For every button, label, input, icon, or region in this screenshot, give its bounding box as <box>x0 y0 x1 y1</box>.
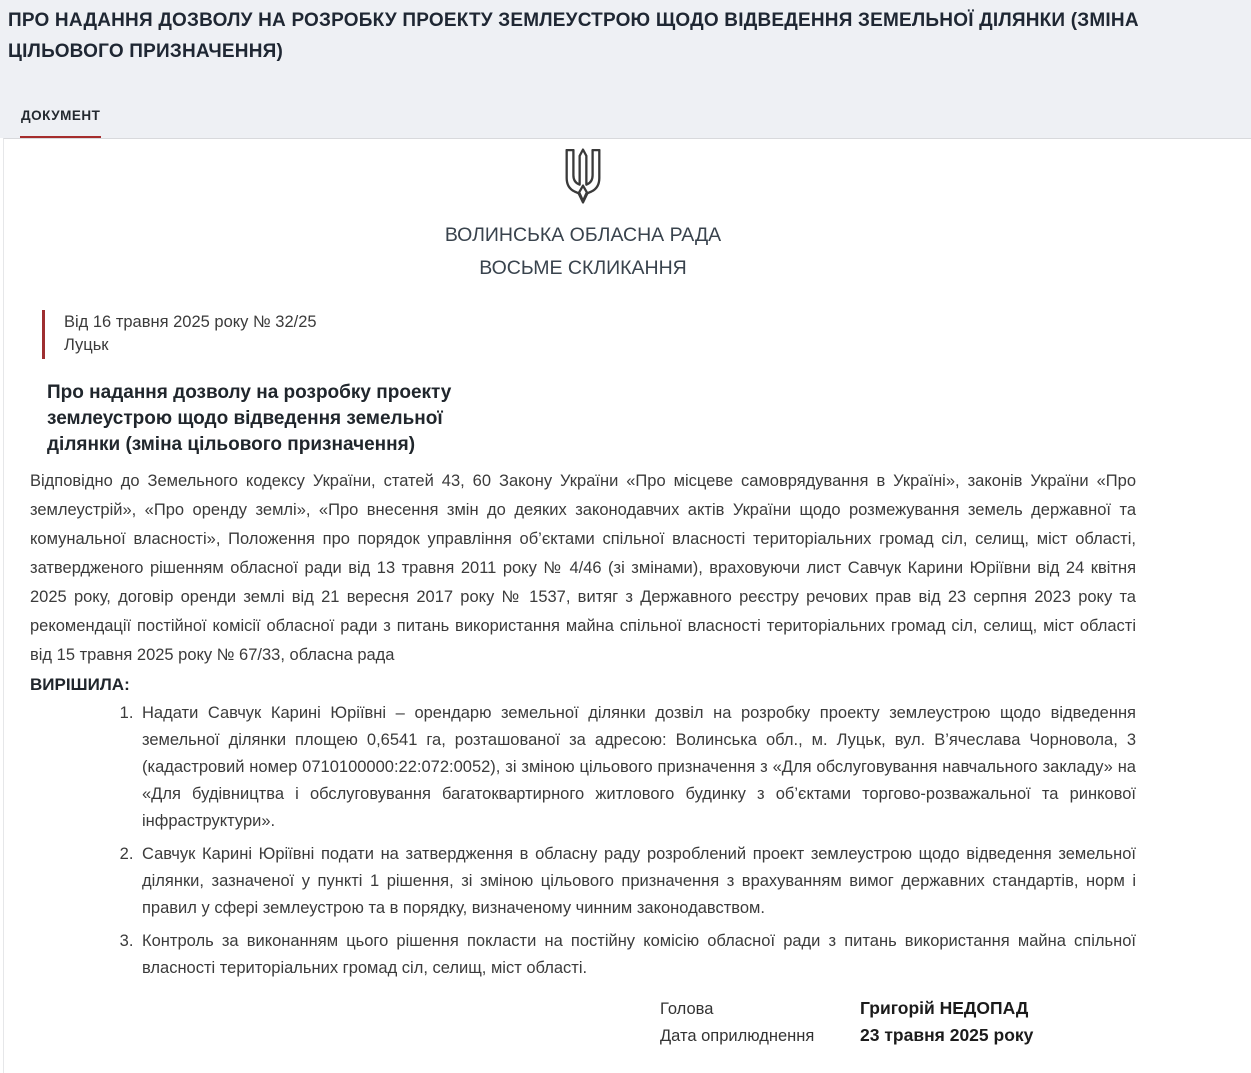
resolved-label: ВИРІШИЛА: <box>30 675 130 694</box>
decision-item-2: 2. Савчук Карині Юріївні подати на затвердження в обласну раду розроблений проект землеустрою щодо відведення земельної ділянки, зазначеної у пункті 1 рішення, зі зміною цільового призначення з врахуванням вимог державних стандартів, норм і правил у сфері землеустрою та в порядку, визначеному чинним законодавством. <box>138 841 1136 922</box>
tab-bar <box>8 107 1241 138</box>
convocation-name: ВОСЬМЕ СКЛИКАННЯ <box>479 257 687 279</box>
tab-document[interactable]: ДОКУМЕНТ <box>20 108 101 138</box>
publish-date-value: 23 травня 2025 року <box>860 1025 1034 1045</box>
decision-item-3: 3. Контроль за виконанням цього рішення покласти на постійну комісію обласної ради з питань використання майна спільної власності територіальних громад сіл, селищ, міст області. <box>138 928 1136 982</box>
page-header <box>0 0 1251 138</box>
head-label: Голова <box>660 1000 714 1018</box>
head-name: Григорій НЕДОПАД <box>860 998 1029 1018</box>
decision-subject: Про надання дозволу на розробку проекту землеустрою щодо відведення земельної ділянки (зміна цільового призначення) <box>47 382 452 455</box>
ukraine-trident-icon <box>559 193 607 210</box>
document-panel <box>3 138 1251 1073</box>
signature-row-publish-date <box>660 1022 1136 1049</box>
decision-date-block <box>42 310 1136 359</box>
page-title: ПРО НАДАННЯ ДОЗВОЛУ НА РОЗРОБКУ ПРОЕКТУ ЗЕМЛЕУСТРОЮ ЩОДО ВІДВЕДЕННЯ ЗЕМЕЛЬНОЇ ДІЛЯНКИ (ЗМІНА ЦІЛЬОВОГО ПРИЗНАЧЕННЯ) <box>8 10 1139 62</box>
signature-row-head <box>660 995 1136 1022</box>
decision-items-list <box>30 700 1136 982</box>
decision-date-number: Від 16 травня 2025 року № 32/25 <box>64 313 317 331</box>
signature-block <box>660 995 1136 1049</box>
emblem-container <box>30 148 1136 208</box>
preamble-text: Відповідно до Земельного кодексу України, статей 43, 60 Закону України «Про місцеве самоврядування в Україні», законів України «Про землеустрій», «Про оренду землі», «Про внесення змін до деяких законодавчих актів України щодо розмежування земель державної та комунальної власності», Положення про порядок управління об’єктами спільної власності територіальних громад сіл, селищ, міст області, затвердженого рішенням обласної ради від 13 травня 2011 року № 4/46 (зі змінами), враховуючи лист Савчук Карини Юріївни від 24 квітня 2025 року, договір оренди землі від 21 вересня 2017 року № 1537, витяг з Державного реєстру речових прав від 23 серпня 2023 року та рекомендації постійної комісії обласної ради з питань використання майна спільної власності територіальних громад сіл, селищ, міст області від 15 травня 2025 року № 67/33, обласна рада <box>30 472 1136 664</box>
council-name: ВОЛИНСЬКА ОБЛАСНА РАДА <box>444 224 722 246</box>
decision-city: Луцьк <box>64 336 109 354</box>
decision-item-1: 1. Надати Савчук Карині Юріївні – орендарю земельної ділянки дозвіл на розробку проекту землеустрою щодо відведення земельної ділянки площею 0,6541 га, розташованої за адресою: Волинська обл., м. Луцьк, вул. В’ячеслава Чорновола, 3 (кадастровий номер 0710100000:22:072:0052), зі зміною цільового призначення з «Для обслуговування навчального закладу» на «Для будівництва і обслуговування багатоквартирного житлового будинку з об’єктами торгово-розважальної та ринкової інфраструктури». <box>138 700 1136 835</box>
publish-date-label: Дата оприлюднення <box>660 1027 815 1045</box>
